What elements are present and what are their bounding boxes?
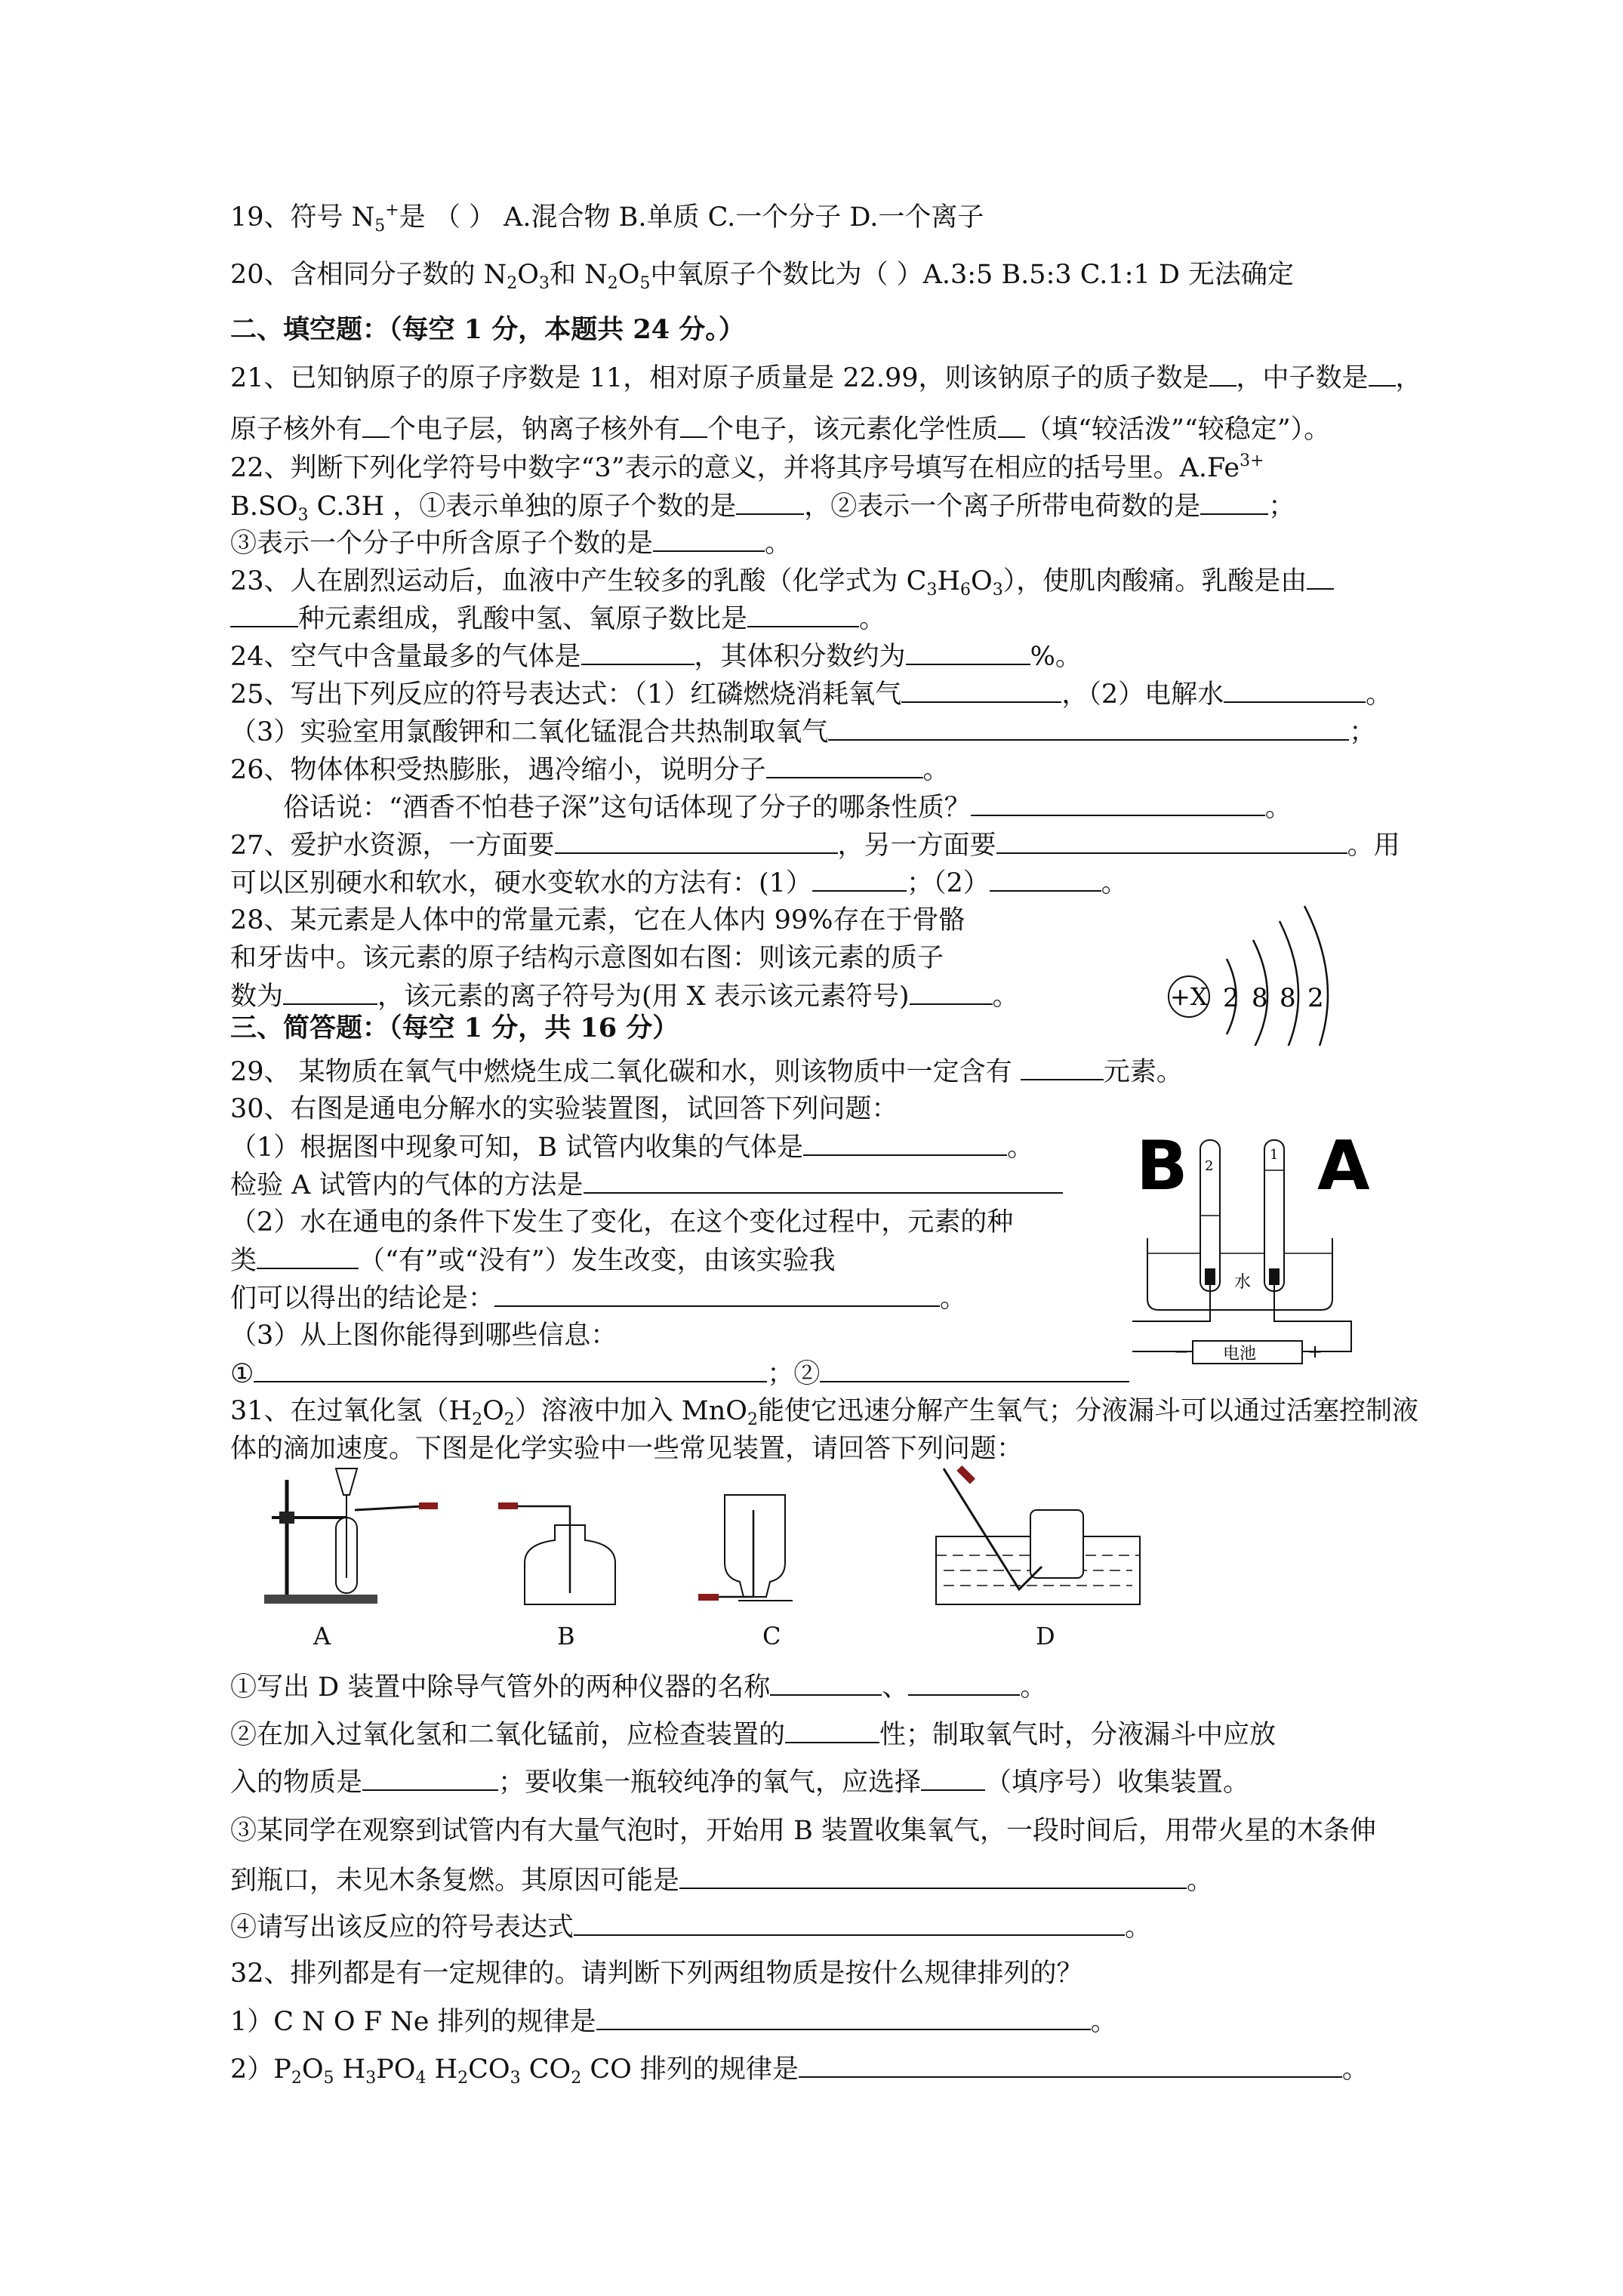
question-31-part3: 入的物质是 ；要收集一瓶较纯净的氧气，应选择 （填序号）收集装置。: [230, 1765, 1249, 1799]
answer-blank[interactable]: [596, 2005, 1091, 2030]
question-27-line1: 27、爱护水资源，一方面要 ，另一方面要 。用: [230, 828, 1400, 862]
apparatus-a: [249, 1465, 460, 1616]
answer-blank[interactable]: [1209, 361, 1236, 387]
battery-plus: +: [1307, 1341, 1323, 1362]
answer-blank[interactable]: [584, 1168, 1063, 1194]
question-22-line2: $B.SO_3$ C.3H ，①表示单独的原子个数的是 ，②表示一个离子所带电荷数的是 ；: [230, 489, 1295, 523]
question-31-part4: ③某同学在观察到试管内有大量气泡时，开始用 B 装置收集氧气，一段时间后，用带火星的木条伸: [230, 1816, 1376, 1846]
question-22-line1: 22、判断下列化学符号中数字“3”表示的意义，并将其序号填写在相应的括号里。$A.Fe^{3+}$: [230, 451, 1264, 483]
question-25-line2: （3）实验室用氯酸钾和二氧化锰混合共热制取氧气 ；: [230, 715, 1375, 749]
answer-blank[interactable]: [812, 866, 907, 892]
question-27-line2: 可以区别硬水和软水，硬水变软水的方法有：(1） ；（2） 。: [230, 866, 1128, 900]
nucleus-label: +X: [1170, 982, 1208, 1011]
question-30-line7: （3）从上图你能得到哪些信息：: [230, 1321, 617, 1351]
question-21-line2: 原子核外有 个电子层，钠离子核外有 个电子，该元素化学性质 （填“较活泼”“较稳定”）。: [230, 412, 1330, 446]
battery-minus: −: [1174, 1341, 1190, 1362]
question-26-line2: 俗话说：“酒香不怕巷子深”这句话体现了分子的哪条性质？ 。: [283, 791, 1292, 824]
apparatus-b: [483, 1465, 634, 1616]
clamp: [279, 1512, 294, 1524]
question-20: 20、含相同分子数的 $N_2O_3$和 $N_2O_5$中氧原子个数比为（ ）A.3:5 B.5:3 C.1:1 D 无法确定: [230, 260, 1295, 293]
section-2-heading: 二、填空题：（每空 1 分，本题共 24 分。）: [230, 314, 745, 345]
answer-blank[interactable]: [736, 489, 804, 515]
question-30-line3: 检验 A 试管内的气体的方法是: [230, 1168, 1063, 1202]
water-label: 水: [1234, 1273, 1252, 1292]
apparatus-d: [921, 1461, 1147, 1612]
answer-blank[interactable]: [766, 753, 923, 778]
answer-blank[interactable]: [820, 1357, 1129, 1382]
answer-blank[interactable]: [254, 1357, 767, 1382]
electrode-a: [1269, 1268, 1280, 1285]
answer-blank[interactable]: [803, 1130, 1007, 1156]
rubber-tube: [498, 1502, 518, 1509]
electrode-b: [1205, 1268, 1215, 1285]
question-22-line3: ③表示一个分子中所含原子个数的是 。: [230, 526, 791, 560]
answer-blank[interactable]: [1369, 361, 1396, 387]
shell-count-3: 8: [1280, 983, 1296, 1013]
question-28-line3: 数为 ，该元素的离子符号为(用 X 表示该元素符号) 。: [230, 979, 1019, 1013]
electrolysis-apparatus: [1132, 1125, 1434, 1374]
answer-blank[interactable]: [785, 1718, 879, 1743]
answer-blank[interactable]: [990, 866, 1101, 892]
question-23-line2: 种元素组成，乳酸中氢、氧原子数比是 。: [230, 602, 885, 636]
apparatus-label-c: C: [762, 1622, 781, 1650]
question-31-line1: 31、在过氧化氢$(H_2O_2)$溶液中加入 MnO$_2$能使它迅速分解产生氧气；分液漏斗可以通过活塞控制液: [230, 1396, 1418, 1429]
answer-blank[interactable]: [910, 979, 993, 1005]
tube-a-label: A: [1317, 1126, 1370, 1206]
answer-blank[interactable]: [1307, 564, 1334, 590]
tube-b-mark: 2: [1205, 1158, 1214, 1174]
atom-structure-diagram: [1147, 895, 1374, 1046]
question-30-line8: ① ；②: [230, 1357, 1129, 1391]
shell-count-2: 8: [1252, 983, 1268, 1013]
answer-blank[interactable]: [906, 639, 1030, 665]
question-28-line2: 和牙齿中。该元素的原子结构示意图如右图：则该元素的质子: [230, 943, 944, 973]
question-32-line3: $2)P_2O_5$ $H_3PO_4$ $H_2CO_3$ $CO_2$ CO 排列的规律是 。: [230, 2052, 1369, 2086]
answer-blank[interactable]: [653, 526, 765, 552]
question-29: 29、 某物质在氧气中燃烧生成二氧化碳和水，则该物质中一定含有 元素。: [230, 1055, 1183, 1089]
question-30-line5: 类 （“有”或“没有”）发生改变，由该实验我: [230, 1244, 836, 1277]
separatory-funnel: [336, 1469, 357, 1495]
answer-blank[interactable]: [770, 1670, 882, 1696]
shell-count-1: 2: [1223, 983, 1240, 1013]
inverted-bottle: [725, 1495, 785, 1597]
question-24: 24、空气中含量最多的气体是 ，其体积分数约为 %。: [230, 639, 1082, 673]
tube-b-label: B: [1136, 1126, 1188, 1206]
question-25-line1: 25、写出下列反应的符号表达式：（1）红磷燃烧消耗氧气 ，（2）电解水 。: [230, 677, 1392, 711]
apparatus-label-d: D: [1036, 1622, 1055, 1650]
answer-blank[interactable]: [996, 828, 1347, 854]
answer-blank[interactable]: [1021, 1055, 1104, 1080]
gas-jar: [1030, 1510, 1083, 1578]
rubber-tube: [698, 1594, 719, 1601]
answer-blank[interactable]: [747, 602, 859, 627]
question-32-line2: 1）C N O F Ne 排列的规律是 。: [230, 2005, 1117, 2039]
answer-blank[interactable]: [921, 1765, 985, 1791]
question-31-line2: 体的滴加速度。下图是化学实验中一些常见装置，请回答下列问题：: [230, 1434, 1024, 1464]
answer-blank[interactable]: [555, 828, 838, 854]
question-31-part1: ①写出 D 装置中除导气管外的两种仪器的名称 、 。: [230, 1670, 1046, 1704]
question-26-line1: 26、物体体积受热膨胀，遇冷缩小，说明分子 。: [230, 753, 950, 787]
question-30-line4: （2）水在通电的条件下发生了变化，在这个变化过程中，元素的种: [230, 1207, 1014, 1237]
answer-blank[interactable]: [908, 1670, 1020, 1696]
battery-label: 电池: [1223, 1345, 1257, 1364]
section-3-heading: 三、简答题：（每空 1 分，共 16 分）: [230, 1012, 679, 1043]
answer-blank[interactable]: [1224, 677, 1366, 703]
answer-blank[interactable]: [998, 412, 1025, 438]
rubber-tube: [956, 1465, 975, 1484]
question-30-line6: 们可以得出的结论是： 。: [230, 1281, 966, 1315]
answer-blank[interactable]: [901, 677, 1061, 703]
question-30-line1: 30、右图是通电分解水的实验装置图，试回答下列问题：: [230, 1094, 898, 1124]
question-31-part2: ②在加入过氧化氢和二氧化锰前，应检查装置的 性；制取氧气时，分液漏斗中应放: [230, 1718, 1276, 1752]
answer-blank[interactable]: [1200, 489, 1268, 515]
question-28-line1: 28、某元素是人体中的常量元素，它在人体内 99%存在于骨骼: [230, 905, 965, 935]
apparatus-label-b: B: [557, 1622, 575, 1650]
answer-blank[interactable]: [230, 602, 298, 627]
answer-blank[interactable]: [799, 2052, 1342, 2078]
tube-a-mark: 1: [1270, 1147, 1279, 1163]
question-30-line2: （1）根据图中现象可知，B 试管内收集的气体是 。: [230, 1130, 1033, 1164]
question-31-part5: 到瓶口，未见木条复燃。其原因可能是 。: [230, 1863, 1213, 1897]
answer-blank[interactable]: [679, 1863, 1187, 1889]
question-31-part6: ④请写出该反应的符号表达式 。: [230, 1910, 1151, 1944]
answer-blank[interactable]: [283, 979, 377, 1005]
delivery-tube: [355, 1506, 423, 1510]
stand-base: [264, 1595, 377, 1604]
answer-blank[interactable]: [971, 791, 1265, 816]
answer-blank[interactable]: [680, 412, 707, 438]
shell-count-4: 2: [1307, 983, 1324, 1013]
question-32-line1: 32、排列都是有一定规律的。请判断下列两组物质是按什么规律排列的？: [230, 1959, 1083, 1989]
answer-blank[interactable]: [574, 1910, 1125, 1936]
apparatus-label-a: A: [313, 1622, 331, 1650]
question-19: 19、符号 $N_5^+$是 （ ） A.混合物 B.单质 C.一个分子 D.一个离子: [230, 201, 984, 236]
answer-blank[interactable]: [828, 715, 1349, 741]
electron-shell-4: [1304, 906, 1328, 1046]
answer-blank[interactable]: [581, 639, 694, 665]
apparatus-c: [679, 1465, 830, 1616]
answer-blank[interactable]: [257, 1244, 359, 1269]
answer-blank[interactable]: [494, 1281, 940, 1307]
question-23-line1: 23、人在剧烈运动后，血液中产生较多的乳酸（化学式为 $C_3H_6O_3$），使肌肉酸痛。乳酸是由: [230, 564, 1334, 598]
rubber-tube: [419, 1502, 438, 1509]
question-21-line1: 21、已知钠原子的原子序数是 11，相对原子质量是 22.99，则该钠原子的质子数是 ，中子数是 ，: [230, 361, 1422, 395]
answer-blank[interactable]: [362, 1765, 498, 1791]
answer-blank[interactable]: [362, 412, 390, 438]
